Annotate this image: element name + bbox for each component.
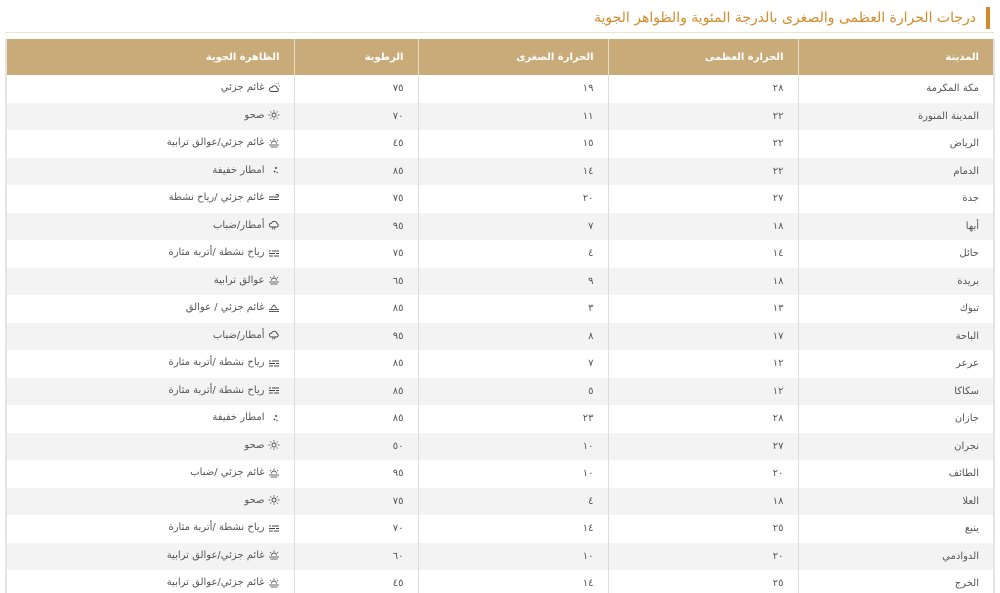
cell-min-temp: ١٠	[418, 433, 608, 461]
cell-humidity: ٧٥	[294, 75, 418, 103]
light-rain-icon	[268, 413, 280, 423]
dust-haze-icon	[268, 468, 280, 478]
table-body	[7, 75, 993, 593]
sunny-icon	[268, 110, 280, 120]
cell-max-temp: ٢٥	[608, 570, 798, 593]
fog-cloud-icon	[268, 303, 280, 313]
cell-max-temp: ٢٢	[608, 103, 798, 131]
cell-city: ينبع	[798, 515, 993, 543]
cell-phenomenon	[7, 433, 294, 461]
cell-max-temp: ١٢	[608, 350, 798, 378]
cell-city: أبها	[798, 213, 993, 241]
cell-min-temp: ١٥	[418, 130, 608, 158]
phenomenon-label: غائم جزئي /رياح نشطة	[168, 192, 265, 203]
dust-haze-icon	[268, 275, 280, 285]
cell-max-temp: ١٣	[608, 295, 798, 323]
cell-humidity: ٩٥	[294, 460, 418, 488]
dust-wind-icon	[268, 248, 280, 258]
table-row	[7, 103, 993, 131]
phenomenon	[214, 275, 280, 286]
cell-city: الطائف	[798, 460, 993, 488]
dust-wind-icon	[268, 523, 280, 533]
cell-phenomenon	[7, 543, 294, 571]
cell-phenomenon	[7, 378, 294, 406]
phenomenon	[212, 412, 279, 423]
cell-max-temp: ٢٥	[608, 515, 798, 543]
cell-city: عرعر	[798, 350, 993, 378]
phenomenon	[190, 467, 279, 478]
table-row	[7, 543, 993, 571]
phenomenon	[244, 440, 279, 451]
phenomenon	[213, 220, 280, 231]
cell-phenomenon	[7, 75, 294, 103]
phenomenon	[221, 82, 280, 93]
page-title: درجات الحرارة العظمى والصغرى بالدرجة المئوية والظواهر الجوية	[593, 10, 976, 26]
phenomenon-label: امطار خفيفة	[212, 412, 265, 423]
phenomenon	[186, 302, 280, 313]
table-row	[7, 515, 993, 543]
cell-max-temp: ٢٧	[608, 433, 798, 461]
table-row	[7, 185, 993, 213]
cell-max-temp: ٢٨	[608, 405, 798, 433]
table-row	[7, 460, 993, 488]
weather-table-container	[5, 39, 995, 593]
cell-city: الخرج	[798, 570, 993, 593]
cell-humidity: ٦٠	[294, 543, 418, 571]
cell-phenomenon	[7, 130, 294, 158]
cell-phenomenon	[7, 240, 294, 268]
phenomenon-label: رياح نشطة /أتربة مثارة	[168, 357, 265, 368]
phenomenon-label: صحو	[244, 109, 265, 121]
dust-wind-icon	[268, 385, 280, 395]
cell-min-temp: ٣	[418, 295, 608, 323]
cell-city: الدوادمي	[798, 543, 993, 571]
cell-city: جدة	[798, 185, 993, 213]
phenomenon	[168, 247, 279, 258]
phenomenon	[212, 165, 279, 176]
cell-phenomenon	[7, 323, 294, 351]
phenomenon	[244, 110, 279, 121]
cell-max-temp: ١٧	[608, 323, 798, 351]
cell-min-temp: ١٤	[418, 570, 608, 593]
header-min-temp: الحرارة الصغرى	[418, 39, 608, 75]
light-rain-icon	[268, 165, 280, 175]
phenomenon	[244, 495, 279, 506]
cell-max-temp: ١٨	[608, 488, 798, 516]
cell-humidity: ٨٥	[294, 158, 418, 186]
table-row	[7, 433, 993, 461]
table-row	[7, 488, 993, 516]
table-row	[7, 323, 993, 351]
cell-phenomenon	[7, 488, 294, 516]
phenomenon	[167, 577, 280, 588]
cell-max-temp: ٢٢	[608, 130, 798, 158]
cell-phenomenon	[7, 405, 294, 433]
cell-humidity: ٨٥	[294, 378, 418, 406]
phenomenon-label: امطار خفيفة	[212, 164, 265, 176]
phenomenon	[167, 550, 280, 561]
cell-phenomenon	[7, 158, 294, 186]
cell-humidity: ٧٥	[294, 185, 418, 213]
dust-haze-icon	[268, 578, 280, 588]
cell-humidity: ٤٥	[294, 130, 418, 158]
phenomenon-label: صحو	[244, 439, 265, 451]
dust-haze-icon	[268, 550, 280, 560]
table-row	[7, 130, 993, 158]
phenomenon-label: رياح نشطة /أتربة مثارة	[168, 384, 265, 396]
cell-phenomenon	[7, 268, 294, 296]
cell-humidity: ٧٠	[294, 515, 418, 543]
phenomenon	[167, 137, 280, 148]
cell-humidity: ٩٥	[294, 323, 418, 351]
phenomenon-label: أمطار/ضباب	[212, 219, 265, 231]
sunny-icon	[268, 440, 280, 450]
cell-city: الرياض	[798, 130, 993, 158]
cell-min-temp: ١١	[418, 103, 608, 131]
cell-max-temp: ٢٠	[608, 543, 798, 571]
phenomenon-label: غائم جزئي /ضباب	[190, 467, 265, 478]
table-row	[7, 268, 993, 296]
cell-humidity: ٨٥	[294, 405, 418, 433]
cell-min-temp: ١٤	[418, 158, 608, 186]
cell-city: جازان	[798, 405, 993, 433]
rain-cloud-icon	[268, 220, 280, 230]
cell-min-temp: ٧	[418, 350, 608, 378]
cell-min-temp: ٧	[418, 213, 608, 241]
cell-max-temp: ٢٧	[608, 185, 798, 213]
phenomenon-label: غائم جزئي / عوالق	[185, 302, 265, 313]
cell-city: الدمام	[798, 158, 993, 186]
cell-humidity: ٦٥	[294, 268, 418, 296]
table-row	[7, 213, 993, 241]
title-accent-bar	[986, 7, 990, 29]
phenomenon	[169, 192, 280, 203]
cell-humidity: ٧٥	[294, 240, 418, 268]
cell-humidity: ٧٥	[294, 488, 418, 516]
cell-city: المدينة المنورة	[798, 103, 993, 131]
cell-humidity: ٩٥	[294, 213, 418, 241]
cell-min-temp: ٨	[418, 323, 608, 351]
cell-phenomenon	[7, 515, 294, 543]
dust-wind-icon	[268, 358, 280, 368]
cell-max-temp: ٢٠	[608, 460, 798, 488]
cell-max-temp: ١٨	[608, 213, 798, 241]
phenomenon-label: أمطار/ضباب	[212, 329, 265, 341]
cell-city: الباحة	[798, 323, 993, 351]
phenomenon-label: غائم جزئي/عوالق ترابية	[166, 549, 265, 561]
phenomenon-label: رياح نشطة /أتربة مثارة	[168, 522, 265, 533]
header-phenomenon: الظاهرة الجوية	[7, 39, 294, 75]
phenomenon-label: رياح نشطة /أتربة مثارة	[168, 247, 265, 258]
cell-phenomenon	[7, 295, 294, 323]
cell-min-temp: ٢٠	[418, 185, 608, 213]
cell-city: سكاكا	[798, 378, 993, 406]
cell-max-temp: ٢٢	[608, 158, 798, 186]
cell-min-temp: ٢٣	[418, 405, 608, 433]
cell-city: العلا	[798, 488, 993, 516]
cell-city: حائل	[798, 240, 993, 268]
table-header	[7, 39, 993, 75]
cell-min-temp: ٤	[418, 488, 608, 516]
dust-haze-icon	[268, 138, 280, 148]
table-row	[7, 158, 993, 186]
cell-min-temp: ١٠	[418, 460, 608, 488]
weather-table	[7, 39, 993, 593]
cell-max-temp: ١٤	[608, 240, 798, 268]
partly-cloudy-icon	[268, 83, 280, 93]
phenomenon	[168, 385, 279, 396]
rain-cloud-icon	[268, 330, 280, 340]
cell-city: بريدة	[798, 268, 993, 296]
header-city: المدينة	[798, 39, 993, 75]
phenomenon	[213, 330, 280, 341]
header-max-temp: الحرارة العظمى	[608, 39, 798, 75]
wind-icon	[268, 193, 280, 203]
cell-humidity: ٨٥	[294, 295, 418, 323]
cell-phenomenon	[7, 460, 294, 488]
cell-min-temp: ١٠	[418, 543, 608, 571]
header-humidity: الرطوبة	[294, 39, 418, 75]
table-row	[7, 350, 993, 378]
cell-max-temp: ١٢	[608, 378, 798, 406]
cell-min-temp: ١٤	[418, 515, 608, 543]
cell-phenomenon	[7, 213, 294, 241]
cell-max-temp: ٢٨	[608, 75, 798, 103]
table-row	[7, 570, 993, 593]
table-row	[7, 240, 993, 268]
cell-min-temp: ٩	[418, 268, 608, 296]
title-bar	[5, 4, 994, 33]
cell-city: نجران	[798, 433, 993, 461]
cell-phenomenon	[7, 103, 294, 131]
cell-humidity: ٧٠	[294, 103, 418, 131]
phenomenon	[168, 522, 279, 533]
table-row	[7, 75, 993, 103]
table-row	[7, 378, 993, 406]
phenomenon-label: صحو	[244, 494, 265, 506]
phenomenon-label: غائم جزئي/عوالق ترابية	[166, 137, 265, 148]
phenomenon-label: عوالق ترابية	[213, 274, 265, 286]
phenomenon	[168, 357, 279, 368]
cell-min-temp: ٥	[418, 378, 608, 406]
cell-phenomenon	[7, 570, 294, 593]
phenomenon-label: غائم جزئي/عوالق ترابية	[166, 577, 265, 588]
cell-humidity: ٤٥	[294, 570, 418, 593]
table-row	[7, 295, 993, 323]
cell-humidity: ٨٥	[294, 350, 418, 378]
cell-city: تبوك	[798, 295, 993, 323]
cell-max-temp: ١٨	[608, 268, 798, 296]
cell-phenomenon	[7, 185, 294, 213]
cell-min-temp: ١٩	[418, 75, 608, 103]
cell-city: مكة المكرمة	[798, 75, 993, 103]
cell-min-temp: ٤	[418, 240, 608, 268]
phenomenon-label: غائم جزئي	[220, 82, 265, 93]
cell-phenomenon	[7, 350, 294, 378]
table-row	[7, 405, 993, 433]
sunny-icon	[268, 495, 280, 505]
cell-humidity: ٥٠	[294, 433, 418, 461]
